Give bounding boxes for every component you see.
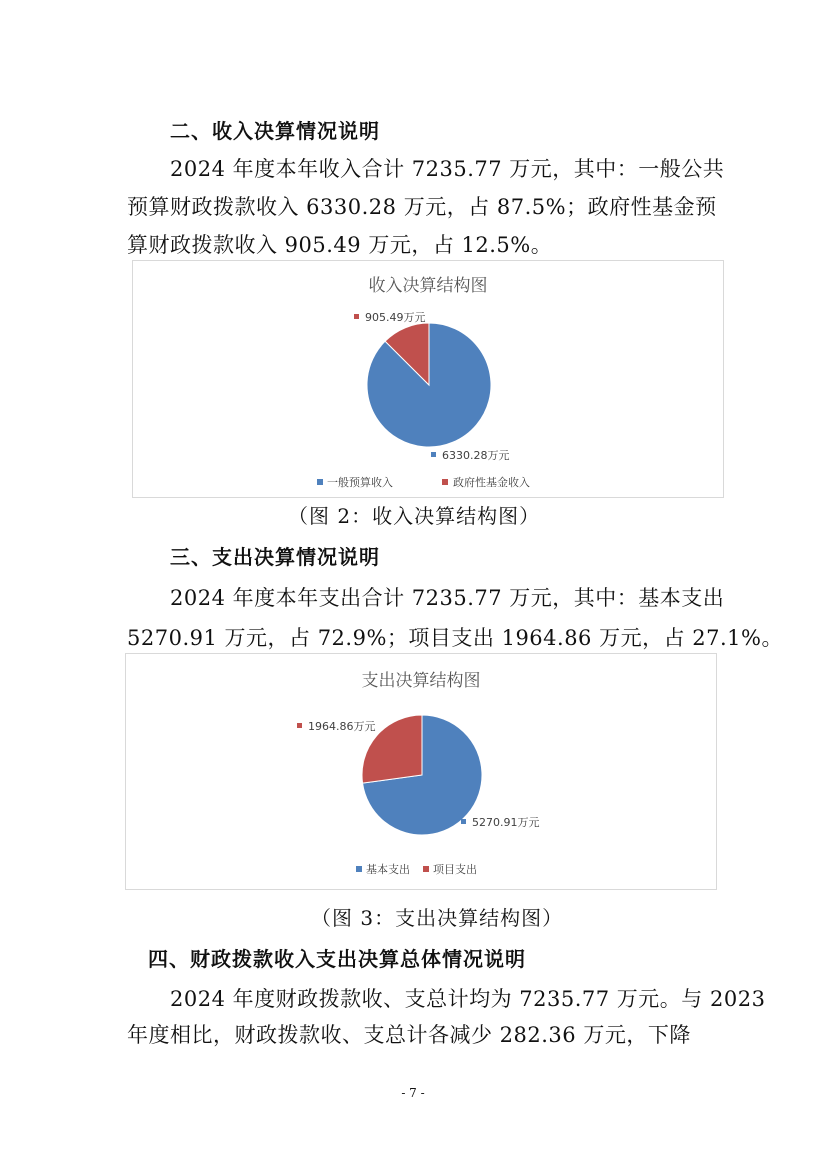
- section-heading-fiscal: 四、财政拨款收入支出决算总体情况说明: [148, 947, 526, 971]
- income-data-label-fund: 905.49万元: [365, 311, 426, 324]
- income-legend-fund: 政府性基金收入: [453, 476, 530, 489]
- income-chart-title: 收入决算结构图: [368, 276, 488, 296]
- expense-paragraph-line-1: 2024 年度本年支出合计 7235.77 万元，其中：基本支出: [170, 586, 725, 610]
- expense-data-label-marker-basic: [461, 819, 466, 824]
- expense-legend-project: 项目支出: [433, 863, 477, 876]
- expense-legend-marker-basic: [356, 866, 362, 872]
- income-paragraph-line-1: 2024 年度本年收入合计 7235.77 万元，其中：一般公共: [170, 157, 725, 181]
- income-legend-general: 一般预算收入: [327, 476, 393, 489]
- income-legend-marker-fund: [442, 479, 448, 485]
- income-chart-caption: （图 2：收入决算结构图）: [288, 504, 541, 528]
- section-heading-income: 二、收入决算情况说明: [170, 119, 380, 143]
- fiscal-paragraph-line-2: 年度相比，财政拨款收、支总计各减少 282.36 万元，下降: [127, 1023, 691, 1047]
- expense-data-label-project: 1964.86万元: [308, 720, 376, 733]
- income-chart: [132, 260, 724, 498]
- income-legend-marker-general: [317, 479, 323, 485]
- expense-paragraph-line-2: 5270.91 万元，占 72.9%；项目支出 1964.86 万元，占 27.1%。: [127, 626, 783, 650]
- expense-chart-caption: （图 3：支出决算结构图）: [311, 906, 564, 930]
- expense-legend-marker-project: [423, 866, 429, 872]
- expense-legend-basic: 基本支出: [366, 863, 410, 876]
- page-number: - 7 -: [401, 1086, 425, 1100]
- income-paragraph-line-2: 预算财政拨款收入 6330.28 万元，占 87.5%；政府性基金预: [127, 195, 717, 219]
- income-data-label-marker-general: [431, 452, 436, 457]
- income-data-label-general: 6330.28万元: [442, 449, 510, 462]
- income-paragraph-line-3: 算财政拨款收入 905.49 万元，占 12.5%。: [127, 233, 553, 257]
- expense-chart-title: 支出决算结构图: [361, 671, 481, 691]
- fiscal-paragraph-line-1: 2024 年度财政拨款收、支总计均为 7235.77 万元。与 2023: [170, 987, 766, 1011]
- expense-data-label-basic: 5270.91万元: [472, 816, 540, 829]
- section-heading-expense: 三、支出决算情况说明: [170, 545, 380, 569]
- expense-chart: [125, 653, 717, 890]
- income-data-label-marker-fund: [354, 314, 359, 319]
- expense-data-label-marker-project: [297, 723, 302, 728]
